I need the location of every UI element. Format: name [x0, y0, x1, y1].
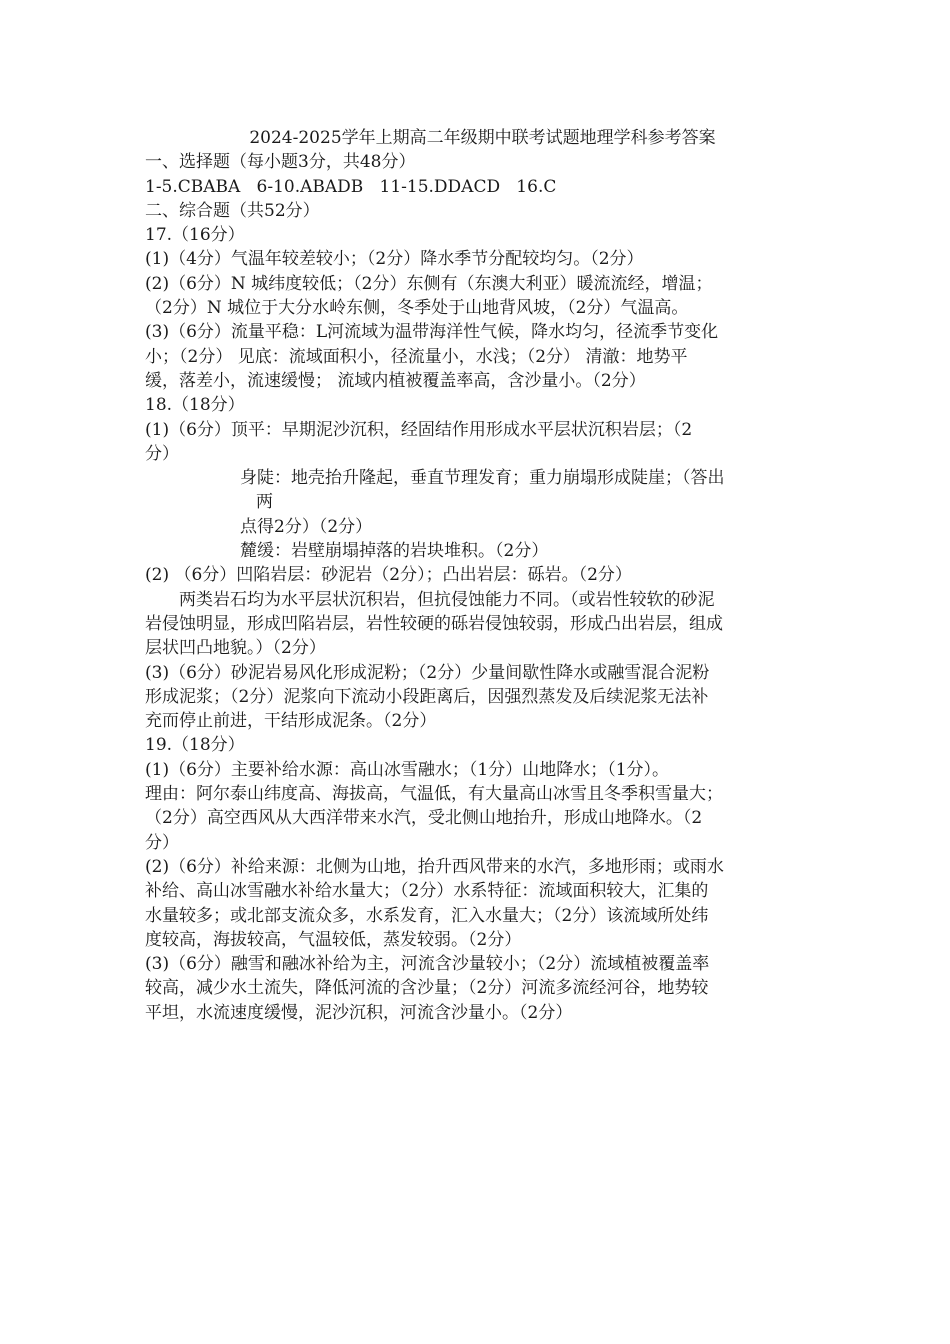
- q19-part1-line2: 理由：阿尔泰山纬度高、海拔高，气温低，有大量高山冰雪且冬季积雪量大；: [145, 784, 723, 805]
- answer-document: [145, 126, 810, 1025]
- q17-part1: (1)（4分）气温年较差较小；（2分）降水季节分配较均匀。（2分）: [145, 249, 644, 270]
- q19-part3-line2: 较高，减少水土流失，降低河流的含沙量；（2分）河流多流经河谷，地势较: [145, 978, 709, 999]
- q19-part3-line1: (3)（6分）融雪和融冰补给为主，河流含沙量较小；（2分）流域植被覆盖率: [145, 954, 710, 975]
- q19-part2-line3: 水量较多；或北部支流众多，水系发育，汇入水量大；（2分）该流域所处纬: [145, 905, 709, 926]
- q17-part3-line3: 缓，落差小，流速缓慢； 流域内植被覆盖率高，含沙量小。（2分）: [145, 370, 646, 391]
- q18-part1-line5: 点得2分）（2分）: [240, 516, 373, 537]
- q19-part2-line4: 度较高，海拔较高，气温较低，蒸发较弱。（2分）: [145, 929, 522, 950]
- section2-heading: 二、综合题（共52分）: [145, 200, 320, 221]
- q19-header: 19.（18分）: [145, 735, 245, 756]
- q18-part3-line2: 形成泥浆；（2分）泥浆向下流动小段距离后，因强烈蒸发及后续泥浆无法补: [145, 686, 709, 707]
- multiple-choice-answers: 1-5.CBABA 6-10.ABADB 11-15.DDACD 16.C: [145, 176, 557, 197]
- q18-part2-line1: (2) （6分）凹陷岩层：砂泥岩（2分）；凸出岩层：砾岩。（2分）: [145, 565, 632, 586]
- q18-part2-line3: 岩侵蚀明显，形成凹陷岩层，岩性较硬的砾岩侵蚀较弱，形成凸出岩层，组成: [145, 613, 723, 634]
- q18-header: 18.（18分）: [145, 395, 245, 416]
- q19-part3-line3: 平坦，水流速度缓慢，泥沙沉积，河流含沙量小。（2分）: [145, 1002, 573, 1023]
- q19-part1-line1: (1)（6分）主要补给水源：高山冰雪融水；（1分）山地降水；（1分）。: [145, 759, 670, 780]
- q18-part2-line4: 层状凹凸地貌。）（2分）: [145, 638, 326, 659]
- q18-part1-line2: 分）: [145, 443, 179, 464]
- section1-heading: 一、选择题（每小题3分，共48分）: [145, 152, 416, 173]
- q17-part2-line1: (2)（6分）N 城纬度较低；（2分）东侧有（东澳大利亚）暖流流经，增温；: [145, 273, 713, 294]
- q17-part3-line2: 小；（2分） 见底：流域面积小，径流量小，水浅；（2分） 清澈：地势平: [145, 346, 688, 367]
- q19-part1-line4: 分）: [145, 832, 179, 853]
- q17-header: 17.（16分）: [145, 225, 245, 246]
- q18-part1-line1: (1)（6分）顶平：早期泥沙沉积，经固结作用形成水平层状沉积岩层；（2: [145, 419, 693, 440]
- q18-part1-line3: 身陡：地壳抬升隆起，垂直节理发育；重力崩塌形成陡崖；（答出: [240, 468, 725, 489]
- q18-part2-line2: 两类岩石均为水平层状沉积岩，但抗侵蚀能力不同。（或岩性较软的砂泥: [179, 589, 715, 610]
- q17-part2-line2: （2分）N 城位于大分水岭东侧，冬季处于山地背风坡，（2分）气温高。: [145, 298, 689, 319]
- q18-part1-line4: 两: [256, 492, 273, 513]
- q19-part1-line3: （2分）高空西风从大西洋带来水汽，受北侧山地抬升，形成山地降水。（2: [145, 808, 703, 829]
- q19-part2-line2: 补给、高山冰雪融水补给水量大；（2分）水系特征：流域面积较大，汇集的: [145, 881, 709, 902]
- q19-part2-line1: (2)（6分）补给来源：北侧为山地，抬升西风带来的水汽，多地形雨；或雨水: [145, 856, 724, 877]
- q18-part3-line1: (3)（6分）砂泥岩易风化形成泥粉；（2分）少量间歇性降水或融雪混合泥粉: [145, 662, 710, 683]
- q18-part3-line3: 充而停止前进，干结形成泥条。（2分）: [145, 711, 437, 732]
- q18-part1-line6: 麓缓：岩壁崩塌掉落的岩块堆积。（2分）: [240, 541, 549, 562]
- q17-part3-line1: (3)（6分）流量平稳：L河流域为温带海洋性气候，降水均匀，径流季节变化: [145, 322, 719, 343]
- document-title: 2024-2025学年上期高二年级期中联考试题地理学科参考答案: [249, 128, 716, 148]
